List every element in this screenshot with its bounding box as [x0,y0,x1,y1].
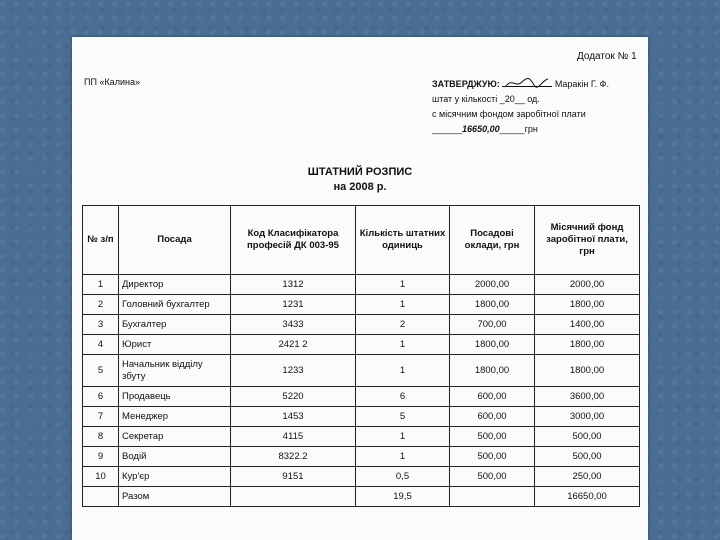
row-salary: 600,00 [450,387,535,407]
col-code: Код Класифікатора професій ДК 003-95 [231,206,356,275]
row-position: Менеджер [119,407,231,427]
row-code: 2421 2 [231,335,356,355]
row-position: Бухгалтер [119,315,231,335]
title-line2: на 2008 р. [333,181,387,193]
row-salary: 600,00 [450,407,535,427]
approve-label: ЗАТВЕРДЖУЮ: [432,79,500,89]
row-number: 7 [83,407,119,427]
row-code: 8322.2 [231,447,356,467]
row-count: 1 [356,355,450,387]
fund-currency: грн [524,124,538,134]
total-fund: 16650,00 [535,487,640,507]
row-salary: 2000,00 [450,275,535,295]
col-number: № з/п [83,206,119,275]
row-fund: 1800,00 [535,355,640,387]
approval-block: ЗАТВЕРДЖУЮ: Маракін Г. Ф. штат у кількості _20__ од. с місячним фондом заробітної плати ______16650,00_____грн [432,79,609,134]
table-row [83,467,640,487]
approver-name: Маракін Г. Ф. [554,79,609,89]
table-row [83,355,640,387]
table-row [83,295,640,315]
table-row [83,275,640,295]
staff-count-line: штат у кількості _20__ од. [432,94,540,104]
row-count: 5 [356,407,450,427]
row-count: 1 [356,427,450,447]
row-count: 1 [356,275,450,295]
table-header [83,206,640,275]
table-row [83,387,640,407]
row-code: 1312 [231,275,356,295]
title-line1: ШТАТНИЙ РОЗПИС [307,166,413,178]
table-row [83,427,640,447]
row-salary: 700,00 [450,315,535,335]
total-row [83,487,640,507]
row-salary: 1800,00 [450,335,535,355]
row-salary: 1800,00 [450,355,535,387]
table-row [83,407,640,427]
total-count: 19,5 [356,487,450,507]
row-count: 2 [356,315,450,335]
row-fund: 2000,00 [535,275,640,295]
row-salary: 500,00 [450,467,535,487]
row-position: Юрист [119,335,231,355]
row-number: 6 [83,387,119,407]
row-position: Головний бухгалтер [119,295,231,315]
row-number: 5 [83,355,119,387]
col-fund: Місячний фонд заробітної плати, грн [535,206,640,275]
row-position: Кур'єр [119,467,231,487]
row-number: 2 [83,295,119,315]
row-fund: 1800,00 [535,295,640,315]
row-code: 3433 [231,315,356,335]
table-row [83,447,640,467]
row-number: 4 [83,335,119,355]
row-position: Водій [119,447,231,467]
row-number: 8 [83,427,119,447]
row-count: 1 [356,447,450,467]
row-count: 0,5 [356,467,450,487]
col-position: Посада [119,206,231,275]
row-code: 5220 [231,387,356,407]
row-salary: 1800,00 [450,295,535,315]
row-number: 10 [83,467,119,487]
row-number: 3 [83,315,119,335]
table-row [83,315,640,335]
row-number: 1 [83,275,119,295]
row-position: Начальник відділу збуту [119,355,231,387]
row-count: 6 [356,387,450,407]
row-fund: 250,00 [535,467,640,487]
company-name: ПП «Калина» [84,77,140,87]
row-fund: 3000,00 [535,407,640,427]
row-code: 1453 [231,407,356,427]
row-fund: 1800,00 [535,335,640,355]
row-salary: 500,00 [450,427,535,447]
fund-amount: 16650,00 [462,124,500,134]
row-code: 1231 [231,295,356,315]
row-position: Продавець [119,387,231,407]
row-fund: 3600,00 [535,387,640,407]
staff-table [82,205,640,507]
appendix-label: Додаток № 1 [577,51,637,62]
signature [502,86,552,87]
row-fund: 1400,00 [535,315,640,335]
col-salary: Посадові оклади, грн [450,206,535,275]
row-code: 1233 [231,355,356,387]
row-salary: 500,00 [450,447,535,467]
row-position: Директор [119,275,231,295]
row-position: Секретар [119,427,231,447]
table-row [83,335,640,355]
row-fund: 500,00 [535,447,640,467]
row-count: 1 [356,295,450,315]
row-fund: 500,00 [535,427,640,447]
document-page [72,37,648,540]
row-code: 9151 [231,467,356,487]
fund-line: с місячним фондом заробітної плати [432,109,586,119]
row-number: 9 [83,447,119,467]
total-label: Разом [119,487,231,507]
col-count: Кількість штатних одиниць [356,206,450,275]
row-count: 1 [356,335,450,355]
row-code: 4115 [231,427,356,447]
document-title [72,165,648,195]
